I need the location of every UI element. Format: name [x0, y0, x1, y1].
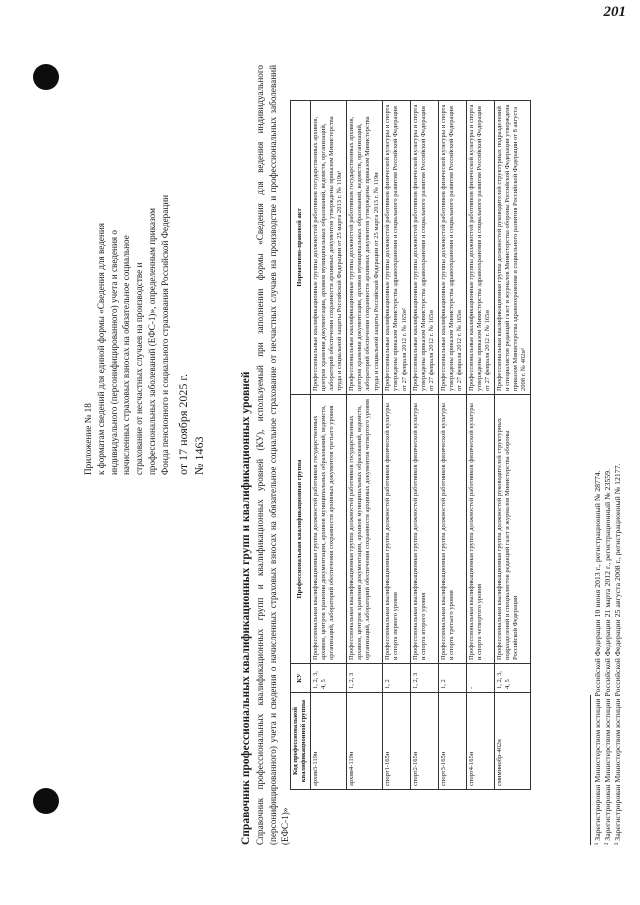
cell-group: Профессиональная квалификационная группа должностей руководителей структурных подразделений и специалистов редакций газет и журналов Министерства обороны Российской Федерации: [494, 395, 530, 664]
footnote: ³ Зарегистрирован Министерством юстиции Российской Федерации 25 августа 2008 г., регистрационный № 12177.: [613, 463, 622, 845]
page-number: 201: [603, 4, 626, 20]
cell-group: Профессиональная квалификационная группа должностей работников физической культуры и спорта четвертого уровня: [466, 395, 494, 664]
appendix-date: от 17 ноября 2025 г.: [175, 374, 190, 475]
footnote: ¹ Зарегистрирован Министерством юстиции Российской Федерации 10 июня 2013 г., регистрационный № 28774.: [593, 470, 602, 845]
cell-level: 1, 2: [382, 664, 410, 693]
cell-level: 1, 2, 3, 4, 5: [310, 664, 346, 693]
cell-level: 1, 2, 3: [410, 664, 438, 693]
header-group: Профессиональная квалификационная группа: [291, 395, 311, 664]
cell-code: спорт3-165н: [438, 693, 466, 790]
table-row: [494, 101, 530, 790]
cell-level: 1, 2, 3, 4, 5: [494, 664, 530, 693]
cell-code: архив3-119н: [310, 693, 346, 790]
cell-act: Профессиональная квалификационная группа должностей руководителей структурных подразделений и специалистов редакций газет и журналов Министерства обороны Российской Федерации утверждена приказом Министерства здравоохранения и социального развития Российской Федерации от 8 августа 2008 г. № 402н³: [494, 101, 530, 395]
appendix-line: страхование от несчастных случаев на производстве и: [134, 262, 145, 475]
header-act: Нормативно-правовой акт: [291, 101, 311, 395]
header-code: Код профессиональной квалификационной группы: [291, 693, 311, 790]
appendix-line: к форматам сведений для единой формы «Сведения для ведения: [95, 222, 106, 475]
cell-code: спорт4-165н: [466, 693, 494, 790]
table-header-row: [291, 101, 311, 790]
document-title: Справочник профессиональных квалификационных групп и квалификационных уровней: [240, 371, 252, 845]
cell-code: спорт2-165н: [410, 693, 438, 790]
appendix-line: Приложение № 18: [83, 403, 93, 475]
appendix-line: индивидуального (персонифицированного) учета и сведения о: [108, 230, 119, 475]
cell-act: Профессиональные квалификационные группы должностей работников государственных архивов, центров хранения документации, архивов муниципальных образований, ведомств, организаций, лабораторий обеспечения сохранности архивных документов утверждены приказом Министерства труда и социальной защиты Российской Федерации от 25 марта 2013 г. № 119н: [346, 101, 382, 395]
cell-code: спорт1-165н: [382, 693, 410, 790]
appendix-line: профессиональных заболеваний (ЕФС-1)», определенным приказом: [146, 208, 157, 475]
cell-code: архив4-119н: [346, 693, 382, 790]
appendix-header: [82, 55, 206, 475]
appendix-line: начисленных страховых взносах на обязательное социальное: [121, 235, 132, 475]
cell-group: Профессиональная квалификационная группа должностей работников государственных архивов, центров хранения документации, архивов муниципальных образований, ведомств, организаций, лабораторий обеспечения сохранности архивных документов четвертого уровня: [346, 395, 382, 664]
cell-level: 1, 2, 3: [346, 664, 382, 693]
table-row: [410, 101, 438, 790]
footnote-divider: [590, 695, 591, 845]
cell-act: Профессиональные квалификационные группы должностей работников физической культуры и спорта утверждены приказом Министерства здравоохранения и социального развития Российской Федерации от 27 февраля 2012 г. № 165н: [438, 101, 466, 395]
table-row: [382, 101, 410, 790]
table-row: [466, 101, 494, 790]
table-row: [310, 101, 346, 790]
header-level: КУ: [291, 664, 311, 693]
cell-group: Профессиональная квалификационная группа должностей работников физической культуры и спорта первого уровня: [382, 395, 410, 664]
cell-act: Профессиональные квалификационные группы должностей работников физической культуры и спорта утверждены приказом Министерства здравоохранения и социального развития Российской Федерации от 27 февраля 2012 г. № 165н²: [382, 101, 410, 395]
cell-group: Профессиональная квалификационная группа должностей работников физической культуры и спорта третьего уровня: [438, 395, 466, 664]
cell-act: Профессиональные квалификационные группы должностей работников физической культуры и спорта утверждены приказом Министерства здравоохранения и социального развития Российской Федерации от 27 февраля 2012 г. № 165н: [410, 101, 438, 395]
appendix-line: Фонда пенсионного и социального страхования Российской Федерации: [159, 194, 170, 475]
cell-act: Профессиональные квалификационные группы должностей работников физической культуры и спорта утверждены приказом Министерства здравоохранения и социального развития Российской Федерации от 27 февраля 2012 г. № 165н: [466, 101, 494, 395]
qualification-groups-table: [290, 100, 531, 790]
footnote: ² Зарегистрирован Министерством юстиции Российской Федерации 21 марта 2012 г., регистрационный № 23559.: [603, 469, 612, 845]
cell-group: Профессиональная квалификационная группа должностей работников государственных архивов, центров хранения документации, архивов муниципальных образований, ведомств, организаций, лабораторий обеспечения сохранности архивных документов третьего уровня: [310, 395, 346, 664]
table-row: [346, 101, 382, 790]
cell-level: -: [466, 664, 494, 693]
table-row: [438, 101, 466, 790]
cell-group: Профессиональная квалификационная группа должностей работников физической культуры и спорта второго уровня: [410, 395, 438, 664]
cell-code: смиминобр-402н: [494, 693, 530, 790]
appendix-number: № 1463: [192, 436, 207, 475]
footnotes: [590, 65, 623, 845]
intro-paragraph: Справочник профессиональных квалификационных групп и квалификационных уровней (КУ), используемый при заполнении формы «Сведения для ведения индивидуального (персонифицированного) учета и сведения о начисленных страховых взносах на обязательное социальное страхование от несчастных случаев на производстве и профессиональных заболеваний (ЕФС-1)»: [255, 65, 290, 845]
cell-level: 1, 2: [438, 664, 466, 693]
cell-act: Профессиональные квалификационные группы должностей работников государственных архивов, центров хранения документации, архивов муниципальных образований, ведомств, организаций, лабораторий обеспечения сохранности архивных документов утверждены приказом Министерства труда и социальной защиты Российской Федерации от 25 марта 2013 г. № 119н¹: [310, 101, 346, 395]
